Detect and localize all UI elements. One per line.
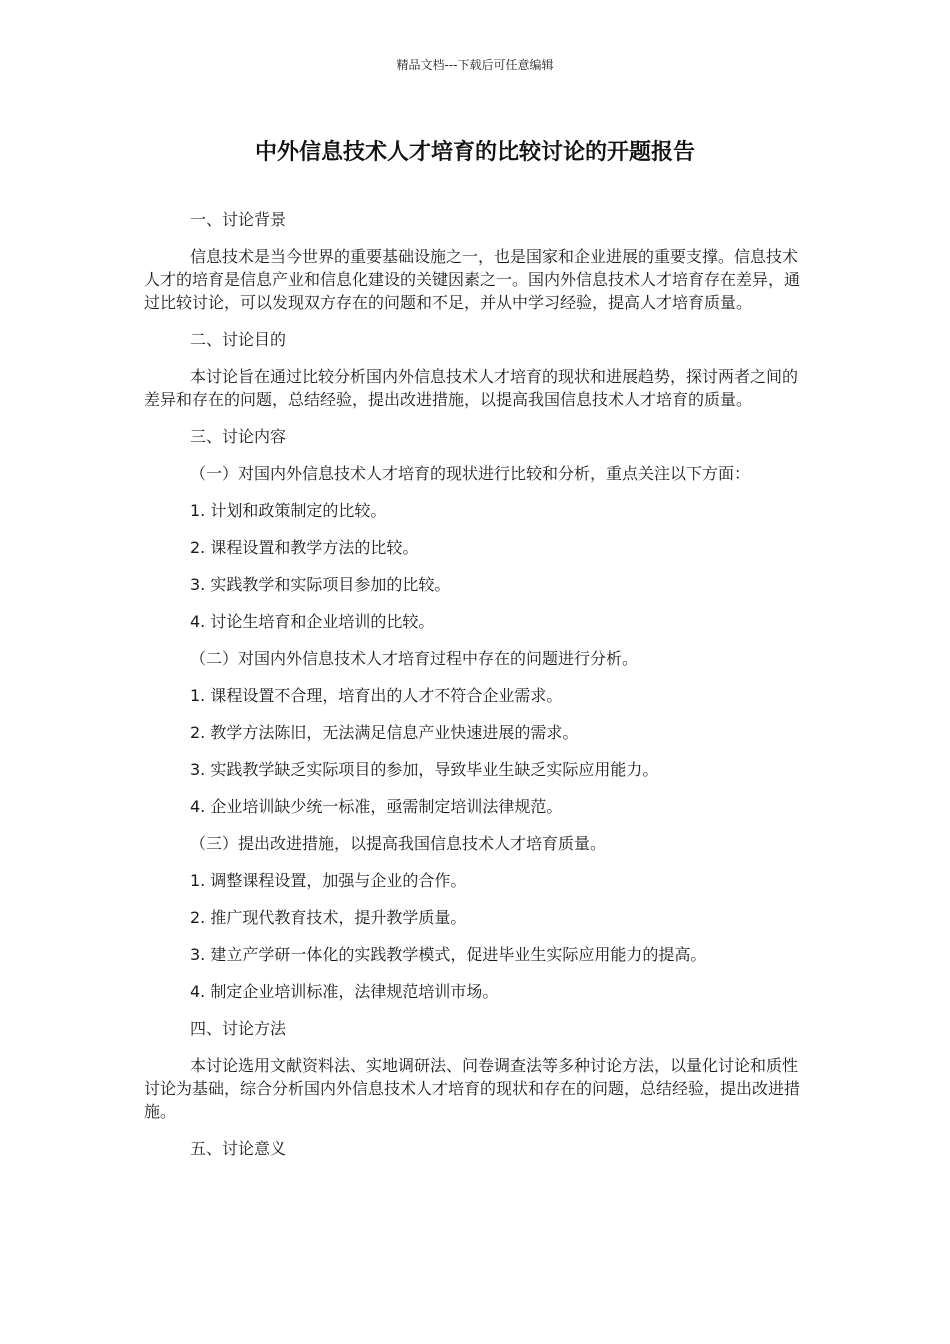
document-body xyxy=(144,208,806,1174)
page-header: 精品文档---下载后可任意编辑 xyxy=(396,58,554,72)
subsection-heading-comparison: （一）对国内外信息技术人才培育的现状进行比较和分析，重点关注以下方面： xyxy=(190,464,751,483)
list-item: 1. 计划和政策制定的比较。 xyxy=(190,501,387,520)
list-item: 3. 建立产学研一体化的实践教学模式，促进毕业生实际应用能力的提高。 xyxy=(190,945,707,964)
list-item: 2. 课程设置和教学方法的比较。 xyxy=(190,538,419,557)
list-item: 1. 调整课程设置，加强与企业的合作。 xyxy=(190,871,467,890)
document-title: 中外信息技术人才培育的比较讨论的开题报告 xyxy=(254,140,695,165)
paragraph-background: 信息技术是当今世界的重要基础设施之一，也是国家和企业进展的重要支撑。信息技术人才的培育是信息产业和信息化建设的关键因素之一。国内外信息技术人才培育存在差异，通过比较讨论，可以发现双方存在的问题和不足，并从中学习经验，提高人才培育质量。 xyxy=(144,247,801,312)
list-item: 3. 实践教学和实际项目参加的比较。 xyxy=(190,575,451,594)
section-heading-background: 一、讨论背景 xyxy=(190,210,287,229)
section-heading-purpose: 二、讨论目的 xyxy=(190,330,287,349)
section-heading-content: 三、讨论内容 xyxy=(190,427,287,446)
paragraph-purpose: 本讨论旨在通过比较分析国内外信息技术人才培育的现状和进展趋势，探讨两者之间的差异和存在的问题，总结经验，提出改进措施，以提高我国信息技术人才培育的质量。 xyxy=(144,367,799,409)
list-item: 2. 推广现代教育技术，提升教学质量。 xyxy=(190,908,467,927)
section-heading-significance: 五、讨论意义 xyxy=(190,1139,287,1158)
list-item: 4. 讨论生培育和企业培训的比较。 xyxy=(190,612,435,631)
list-item: 1. 课程设置不合理，培育出的人才不符合企业需求。 xyxy=(190,686,563,705)
list-item: 4. 制定企业培训标准，法律规范培训市场。 xyxy=(190,982,499,1001)
list-item: 4. 企业培训缺少统一标准，亟需制定培训法律规范。 xyxy=(190,797,563,816)
subsection-heading-problems: （二）对国内外信息技术人才培育过程中存在的问题进行分析。 xyxy=(190,649,639,668)
list-item: 3. 实践教学缺乏实际项目的参加，导致毕业生缺乏实际应用能力。 xyxy=(190,760,659,779)
subsection-heading-improvements: （三）提出改进措施，以提高我国信息技术人才培育质量。 xyxy=(190,834,607,853)
section-heading-methods: 四、讨论方法 xyxy=(190,1019,287,1038)
list-item: 2. 教学方法陈旧，无法满足信息产业快速进展的需求。 xyxy=(190,723,579,742)
paragraph-methods: 本讨论选用文献资料法、实地调研法、问卷调查法等多种讨论方法，以量化讨论和质性讨论为基础，综合分析国内外信息技术人才培育的现状和存在的问题，总结经验，提出改进措施。 xyxy=(144,1056,801,1121)
